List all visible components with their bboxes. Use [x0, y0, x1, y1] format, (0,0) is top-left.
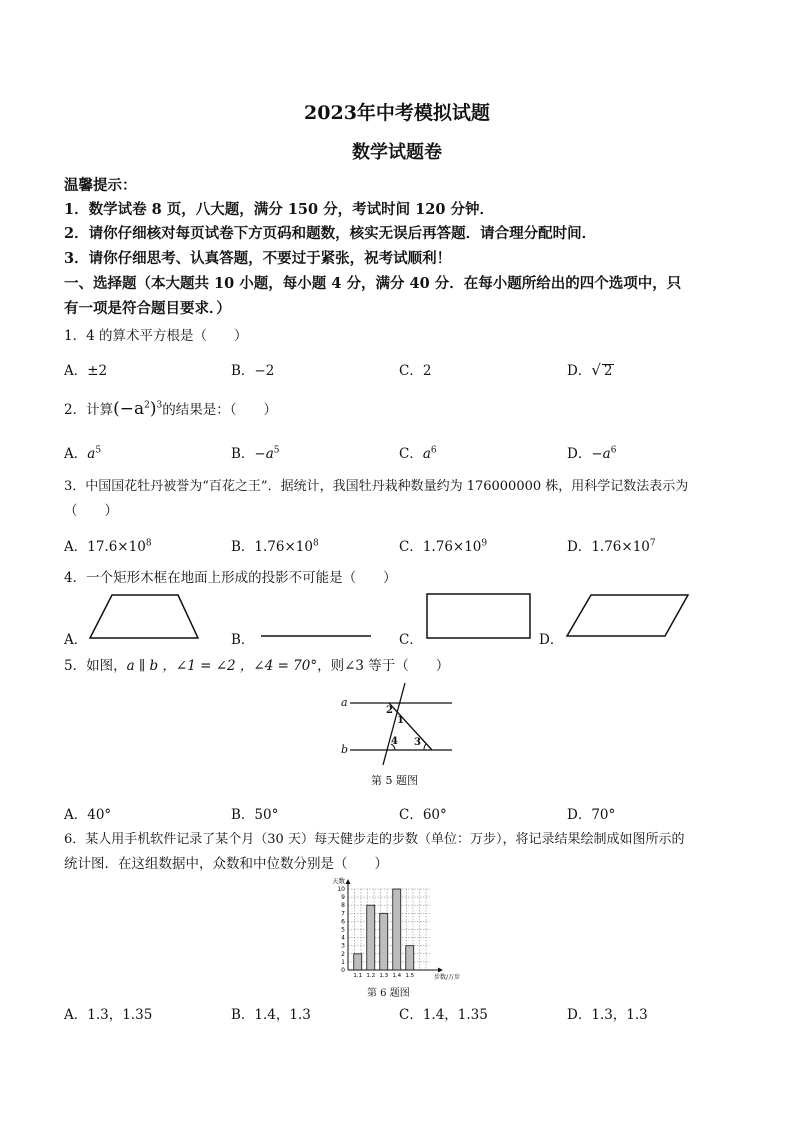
question-1-stem: 1．4 的算术平方根是（ ） — [64, 328, 248, 344]
y-tick-label: 7 — [341, 910, 345, 918]
radical-sign: √ — [591, 361, 601, 379]
label-b: b — [341, 743, 349, 756]
tips-heading: 温馨提示： — [64, 177, 137, 194]
q2-expr-outer-exp: 3 — [156, 400, 163, 411]
q5-stem-suffix: ，则∠3 等于（ ） — [317, 658, 450, 674]
q4-label-c: C． — [399, 632, 423, 648]
tip-item: 1．数学试卷 8 页，八大题，满分 150 分，考试时间 120 分钟． — [64, 201, 494, 218]
x-axis-arrow — [438, 968, 443, 973]
q1-option-d-label: D． — [567, 363, 592, 379]
q1-option-d-radicand: 2 — [603, 363, 613, 379]
question-6-stem: 6．某人用手机软件记录了某个月（30 天）每天健步走的步数（单位：万步），将记录结果绘制成如图所示的 — [64, 832, 685, 847]
q3-option-c: C．$1.76\times 10^9$ — [399, 538, 488, 555]
bar — [406, 946, 414, 970]
tip-item: 2．请你仔细核对每页试卷下方页码和题数，核实无误后再答题．请合理分配时间． — [64, 225, 597, 242]
page-title: 2023年中考模拟试题 — [304, 102, 490, 124]
q2-stem-suffix: 的结果是：（ ） — [162, 402, 277, 418]
section-heading: 一、选择题（本大题共 10 小题，每小题 4 分，满分 40 分．在每小题所给出的四个选项中，只 — [64, 275, 682, 292]
q2-expr-inner-exp: 2 — [144, 400, 150, 411]
q5-option-c: C．60° — [399, 807, 447, 823]
bar — [393, 889, 401, 970]
q6-option-c: C．1.4，1.35 — [399, 1007, 488, 1023]
y-tick-label: 3 — [341, 942, 345, 950]
y-tick-label: 1 — [341, 958, 345, 966]
q1-option-a: A．±2 — [64, 363, 108, 379]
q4-label-a: A． — [64, 632, 88, 648]
x-tick-label: 1.4 — [392, 973, 402, 979]
q6-option-b: B．1.4，1.3 — [231, 1007, 311, 1023]
q4-label-b: B． — [231, 632, 255, 648]
q1-option-c: C．2 — [399, 363, 432, 379]
q5-option-a: A．40° — [64, 807, 112, 823]
q3-option-d: D．$1.76\times 10^7$ — [567, 538, 656, 555]
question-3-stem: 3．中国国花牡丹被誉为“百花之王”．据统计，我国牡丹栽种数量约为 176000000 株，用科学记数法表示为 — [64, 479, 689, 494]
q2-option-b: B．$-a^5$ — [231, 445, 280, 462]
tip-item: 3．请你仔细思考、认真答题，不要过于紧张，祝考试顺利！ — [64, 250, 452, 267]
x-axis-label: 步数/万步 — [434, 974, 461, 981]
q5-stem-math: a ∥ b ，∠1 = ∠2 ，∠4 = 70° — [126, 658, 318, 674]
q2-stem-prefix: 2．计算 — [64, 402, 114, 418]
question-4-stem: 4．一个矩形木框在地面上形成的投影不可能是（ ） — [64, 570, 397, 586]
label-angle-3: 3 — [414, 737, 421, 748]
q6-option-d: D．1.3，1.3 — [567, 1007, 648, 1023]
question-3-stem-cont: （ ） — [64, 503, 118, 519]
y-tick-label: 8 — [341, 902, 345, 910]
x-tick-label: 1.1 — [353, 973, 363, 979]
bar — [354, 954, 362, 970]
y-tick-label: 9 — [341, 894, 345, 902]
q6-option-a: A．1.3，1.35 — [64, 1007, 153, 1023]
label-a: a — [341, 696, 348, 709]
q2-expr-base: (−a — [113, 399, 145, 419]
label-angle-4: 4 — [391, 736, 398, 747]
question-6-stem-cont: 统计图．在这组数据中，众数和中位数分别是（ ） — [64, 856, 388, 872]
y-axis-arrow — [346, 879, 351, 884]
q5-stem-prefix: 5．如图， — [64, 658, 127, 674]
q5-option-d: D．70° — [567, 807, 616, 823]
bar — [367, 905, 375, 970]
page-subtitle: 数学试题卷 — [352, 142, 442, 163]
x-tick-label: 1.3 — [379, 973, 389, 979]
label-angle-2: 2 — [386, 705, 393, 716]
label-angle-1: 1 — [397, 715, 404, 726]
y-tick-label: 5 — [341, 926, 345, 934]
section-heading-cont: 有一项是符合题目要求．） — [64, 300, 231, 317]
q5-caption: 第 5 题图 — [371, 774, 418, 787]
x-tick-label: 1.2 — [366, 973, 376, 979]
bar — [380, 913, 388, 970]
q6-caption: 第 6 题图 — [367, 988, 410, 999]
q2-option-c: C．$a^6$ — [399, 445, 437, 462]
y-tick-label: 2 — [341, 950, 345, 958]
q2-option-d: D．$-a^6$ — [567, 445, 617, 462]
q5-option-b: B．50° — [231, 807, 279, 823]
y-tick-label: 10 — [337, 886, 345, 893]
y-tick-label: 0 — [341, 967, 345, 974]
q2-expr-close: ) — [149, 399, 157, 419]
q3-option-a: A．$17.6\times 10^8$ — [64, 538, 152, 555]
y-tick-label: 4 — [341, 934, 345, 942]
q2-option-a: A．$a^5$ — [64, 445, 102, 462]
y-axis-label: 天数 — [332, 877, 345, 885]
y-tick-label: 6 — [341, 918, 345, 926]
q3-option-b: B．$1.76\times 10^8$ — [231, 538, 319, 555]
x-tick-label: 1.5 — [405, 973, 415, 979]
q1-option-b: B．−2 — [231, 363, 275, 379]
q4-label-d: D． — [539, 632, 564, 648]
